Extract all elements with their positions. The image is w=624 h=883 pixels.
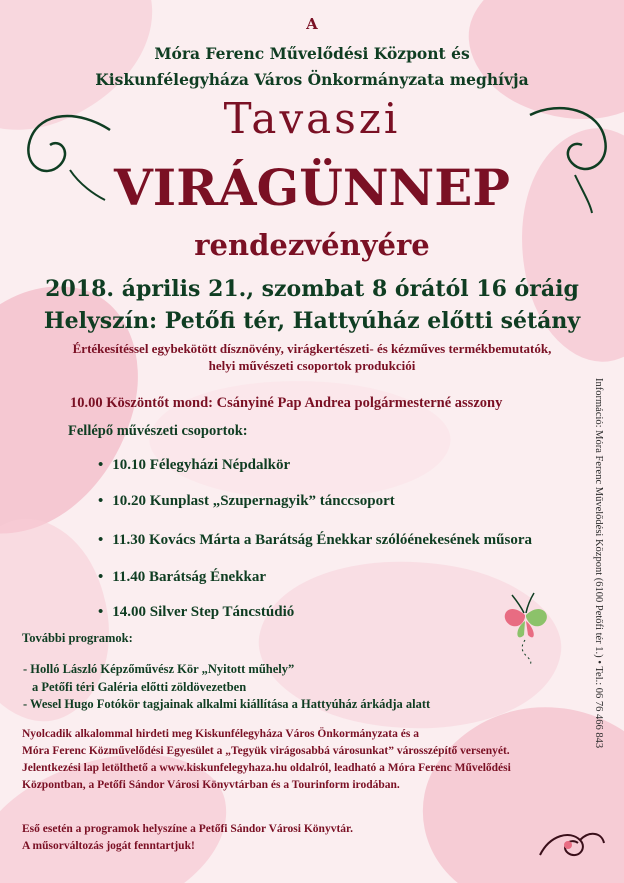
flower-ornament: [530, 815, 610, 875]
more-program-2: - Wesel Hugo Fotókör tagjainak alkalmi kiállítása a Hattyúház árkádja alatt: [23, 697, 431, 711]
opening-speech: 10.00 Köszöntőt mond: Csányiné Pap Andrea polgármesterné asszony: [70, 395, 503, 411]
more-programs-heading: További programok:: [22, 631, 133, 645]
title-viragunnep: VIRÁGÜNNEP: [114, 158, 510, 217]
notice-line-1: Nyolcadik alkalommal hirdeti meg Kiskunfélegyháza Város Önkormányzata és a: [22, 728, 419, 740]
event-description-1: Értékesítéssel egybekötött dísznövény, virágkertészeti- és kézműves termékbemutatók,: [72, 341, 552, 356]
performer-item: • 11.30 Kovács Márta a Barátság Énekkar szólóénekesének műsora: [98, 532, 532, 549]
event-date: 2018. április 21., szombat 8 órától 16 óráig: [45, 276, 579, 302]
notice-line-2: Móra Ferenc Közművelődési Egyesület a „Tegyük virágosabbá városunkat” városszépítő versenyét.: [22, 745, 510, 757]
performer-item: • 10.10 Félegyházi Népdalkör: [98, 457, 290, 474]
footer-line-1: Eső esetén a programok helyszíne a Petőfi Sándor Városi Könyvtár.: [22, 823, 353, 835]
performer-item: • 14.00 Silver Step Táncstúdió: [98, 604, 294, 621]
butterfly-icon: [490, 585, 560, 665]
header-line-2: Móra Ferenc Művelődési Központ és: [154, 44, 470, 63]
notice-line-4: Központban, a Petőfi Sándor Városi Könyvtárban és a Tourinform irodában.: [22, 779, 400, 791]
header-line-3: Kiskunfélegyháza Város Önkormányzata meghívja: [95, 70, 529, 89]
title-tavaszi: Tavaszi: [223, 94, 401, 143]
performer-item: • 11.40 Barátság Énekkar: [98, 569, 266, 586]
event-description-2: helyi művészeti csoportok produkciói: [208, 358, 416, 373]
title-rendezvenyere: rendezvényére: [194, 228, 430, 262]
side-contact-info: Információ: Móra Ferenc Művelődési Központ (6100 Petőfi tér 1.) • Tel.: 06 76 466 843: [593, 378, 604, 749]
event-location: Helyszín: Petőfi tér, Hattyúház előtti sétány: [43, 308, 581, 334]
performer-item: • 10.20 Kunplast „Szupernagyik” tánccsoport: [98, 493, 395, 510]
header-line-1: A: [306, 15, 318, 33]
more-program-1a: - Holló László Képzőművész Kör „Nyitott műhely”: [23, 662, 295, 676]
notice-line-3: Jelentkezési lap letölthető a www.kiskunfelegyhaza.hu oldalról, leadható a Móra Ferenc Művelődési: [22, 762, 511, 774]
performers-heading: Fellépő művészeti csoportok:: [68, 423, 248, 439]
footer-line-2: A műsorváltozás jogát fenntartjuk!: [22, 840, 195, 852]
more-program-1b: a Petőfi téri Galéria előtti zöldövezetben: [32, 680, 247, 694]
